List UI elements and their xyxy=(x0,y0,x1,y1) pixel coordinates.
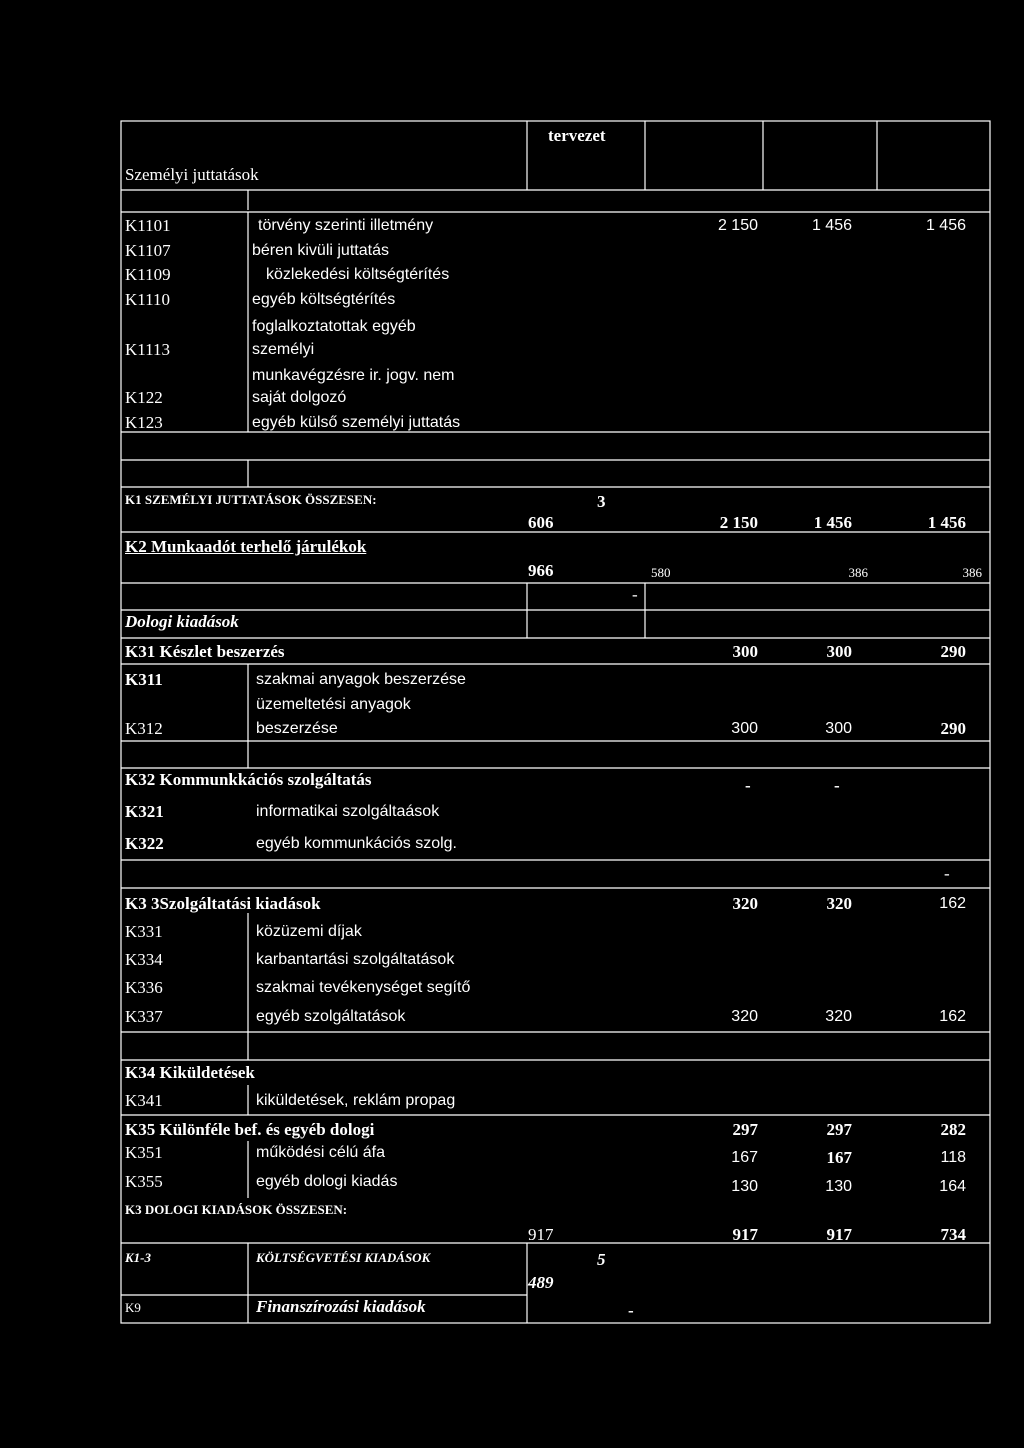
cell-value: 606 xyxy=(528,513,554,532)
dash: - xyxy=(628,1301,634,1320)
cell-value: 282 xyxy=(940,1120,966,1139)
row-label: személyi xyxy=(252,341,315,358)
row-code: K321 xyxy=(125,802,164,821)
cell-value: 386 xyxy=(962,565,982,580)
row-label: Finanszírozási kiadások xyxy=(256,1297,426,1316)
cell-value: 320 xyxy=(732,894,758,913)
row-label-total: K1 SZEMÉLYI JUTTATÁSOK ÖSSZESEN: xyxy=(125,492,377,507)
row-label: saját dolgozó xyxy=(252,389,347,406)
row-code: K351 xyxy=(125,1143,163,1162)
cell-value: 5 xyxy=(597,1250,606,1269)
cell-value: 966 xyxy=(528,561,554,580)
row-label-k35: K35 Különféle bef. és egyéb dologi xyxy=(125,1120,375,1139)
cell-value: 320 xyxy=(826,894,852,913)
row-code: K123 xyxy=(125,413,163,432)
row-code: K9 xyxy=(125,1300,141,1315)
cell-value: 489 xyxy=(528,1273,554,1292)
cell-value: 2 150 xyxy=(719,513,758,532)
row-label-k2: K2 Munkaadót terhelő járulékok xyxy=(125,537,367,556)
row-label: egyéb költségtérítés xyxy=(252,291,396,308)
row-label: üzemeltetési anyagok xyxy=(256,696,411,713)
row-code: K1109 xyxy=(125,265,171,284)
row-code: K1113 xyxy=(125,340,171,359)
row-label: foglalkoztatottak egyéb xyxy=(252,318,416,335)
row-code: K355 xyxy=(125,1172,163,1191)
row-code: K341 xyxy=(125,1091,163,1110)
cell-value: 167 xyxy=(826,1148,852,1167)
cell-value: 290 xyxy=(940,642,966,661)
cell-value: 297 xyxy=(732,1120,758,1139)
cell-value: 130 xyxy=(825,1178,852,1195)
row-code: K311 xyxy=(125,670,163,689)
cell-value: 300 xyxy=(826,642,852,661)
row-label: közüzemi díjak xyxy=(256,923,362,940)
row-code: K312 xyxy=(125,719,163,738)
column-header-tervezet: tervezet xyxy=(548,126,606,145)
row-label-k32: K32 Kommunkkációs szolgáltatás xyxy=(125,770,372,789)
row-code: K1101 xyxy=(125,216,171,235)
cell-value: - xyxy=(745,776,751,795)
row-label: informatikai szolgáltaások xyxy=(256,803,440,820)
row-label: egyéb szolgáltatások xyxy=(256,1008,406,1025)
cell-value: 917 xyxy=(826,1225,852,1244)
cell-value: 290 xyxy=(940,719,966,738)
cell-value: 2 150 xyxy=(717,217,758,234)
row-label: beszerzése xyxy=(256,720,338,737)
cell-value: 162 xyxy=(939,1008,966,1025)
row-code: K334 xyxy=(125,950,163,969)
cell-value: 320 xyxy=(731,1008,758,1025)
row-label: egyéb külső személyi juttatás xyxy=(252,414,461,431)
row-label: szakmai anyagok beszerzése xyxy=(256,671,466,688)
row-label: kiküldetések, reklám propag xyxy=(256,1092,456,1109)
cell-value: 300 xyxy=(732,642,758,661)
row-code: K331 xyxy=(125,922,163,941)
dash: - xyxy=(632,585,638,604)
cell-value: 162 xyxy=(939,895,966,912)
row-label: karbantartási szolgáltatások xyxy=(256,951,455,968)
row-code: K322 xyxy=(125,834,164,853)
cell-value: 164 xyxy=(939,1178,966,1195)
cell-value: 118 xyxy=(940,1149,966,1166)
row-label: béren kivüli juttatás xyxy=(252,242,389,259)
row-label: egyéb kommunkációs szolg. xyxy=(256,835,457,852)
section-title-szemelyi: Személyi juttatások xyxy=(125,165,259,184)
row-code: K1-3 xyxy=(125,1250,151,1265)
cell-value: 734 xyxy=(940,1225,966,1244)
cell-value: 1 456 xyxy=(813,513,852,532)
cell-value: 1 456 xyxy=(925,217,966,234)
cell-value: 167 xyxy=(731,1149,758,1166)
cell-value: 297 xyxy=(826,1120,852,1139)
cell-value: 917 xyxy=(732,1225,758,1244)
row-label: szakmai tevékenységet segítő xyxy=(256,979,471,996)
cell-value: - xyxy=(834,776,840,795)
cell-value: 300 xyxy=(731,720,758,737)
row-label: munkavégzésre ir. jogv. nem xyxy=(252,367,455,384)
cell-value: 1 456 xyxy=(811,217,852,234)
dash: - xyxy=(944,864,950,883)
row-code: K122 xyxy=(125,388,163,407)
row-label-total: K3 DOLOGI KIADÁSOK ÖSSZESEN: xyxy=(125,1202,348,1217)
cell-value: 1 456 xyxy=(927,513,966,532)
cell-value: 386 xyxy=(848,565,868,580)
row-label: működési célú áfa xyxy=(256,1144,385,1161)
cell-value: 130 xyxy=(731,1178,758,1195)
row-code: K336 xyxy=(125,978,163,997)
section-title-dologi: Dologi kiadások xyxy=(125,612,239,631)
cell-value: 917 xyxy=(528,1225,554,1244)
row-label-k34: K34 Kiküldetések xyxy=(125,1063,255,1082)
cell-value: 300 xyxy=(825,720,852,737)
row-code: K1110 xyxy=(125,290,171,309)
row-label-k33: K3 3Szolgáltatási kiadások xyxy=(125,894,321,913)
row-code: K337 xyxy=(125,1007,163,1026)
row-label: közlekedési költségtérítés xyxy=(266,266,450,283)
cell-value: 320 xyxy=(825,1008,852,1025)
row-label: KÖLTSÉGVETÉSI KIADÁSOK xyxy=(256,1250,431,1265)
row-label-k31: K31 Készlet beszerzés xyxy=(125,642,285,661)
row-label: törvény szerinti illetmény xyxy=(258,217,434,234)
cell-value: 3 xyxy=(597,492,606,511)
cell-value: 580 xyxy=(651,565,671,580)
row-code: K1107 xyxy=(125,241,171,260)
row-label: egyéb dologi kiadás xyxy=(256,1173,398,1190)
